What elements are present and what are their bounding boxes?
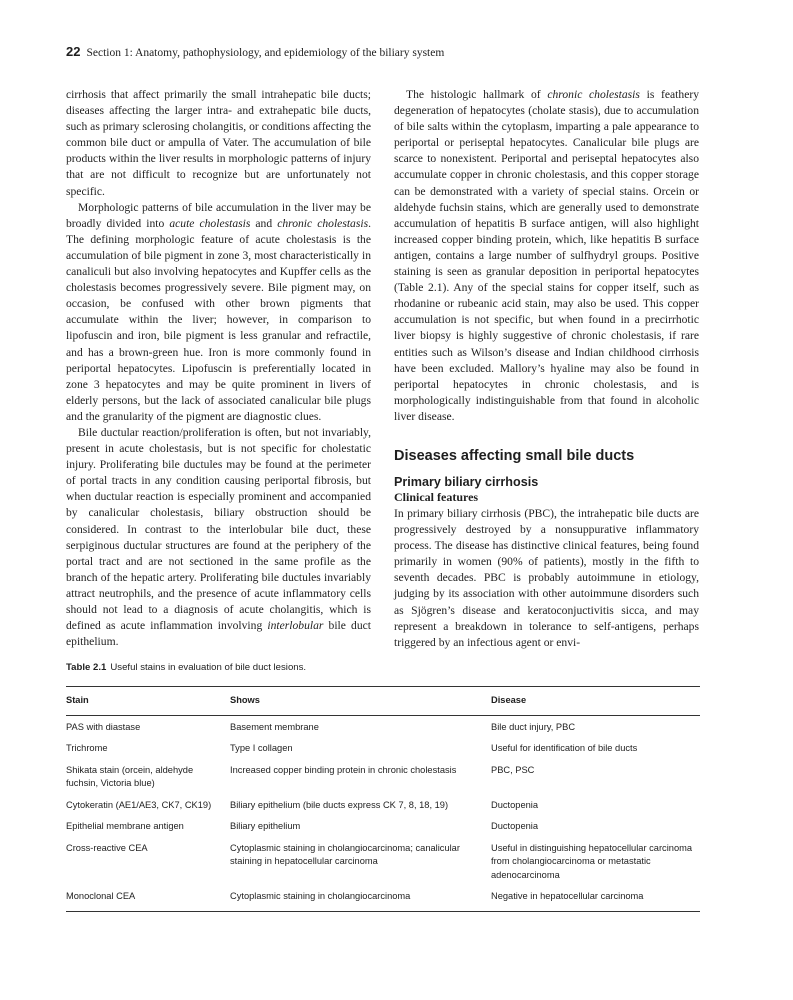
table-cell: Useful in distinguishing hepatocellular carcinoma from cholangiocarcinoma or metastatic adenocarcinoma — [491, 842, 693, 880]
subsubheading: Clinical features — [394, 489, 479, 504]
table-row — [66, 885, 700, 911]
table-cell: Biliary epithelium — [230, 821, 301, 831]
table-cell: Basement membrane — [230, 721, 319, 732]
table-header-row — [66, 687, 700, 716]
right-paragraph-1 — [394, 87, 699, 425]
table-cell: Cross-reactive CEA — [66, 842, 148, 853]
text-run: Morphologic patterns of bile accumulation in the liver may be broadly divided into — [66, 200, 371, 230]
table-cell: Bile duct injury, PBC — [491, 721, 576, 732]
table-cell: Cytoplasmic staining in cholangiocarcinoma; canalicular staining in hepatocellular carcinoma — [230, 842, 460, 866]
table-cell: Biliary epithelium (bile ducts express CK 7, 8, 18, 19) — [230, 799, 449, 810]
text-run: The histologic hallmark of — [406, 88, 548, 101]
table-cell: Ductopenia — [491, 799, 539, 810]
header-cell-stain: Stain — [66, 687, 230, 716]
table-cell: PAS with diastase — [66, 721, 141, 732]
table-row — [66, 815, 700, 837]
running-title: Section 1: Anatomy, pathophysiology, and epidemiology of the biliary system — [86, 47, 445, 59]
left-paragraph-3 — [66, 425, 371, 650]
table-cell: Cytoplasmic staining in cholangiocarcinoma — [230, 885, 491, 911]
table-body — [66, 715, 700, 911]
table-caption — [66, 662, 700, 673]
text-run: bile duct epithelium. — [66, 619, 371, 649]
stains-table-block — [66, 662, 700, 912]
left-column — [66, 87, 371, 650]
table-cell: Trichrome — [66, 743, 108, 753]
subheading: Primary biliary cirrhosis — [394, 474, 539, 489]
term-chronic-cholestasis: chronic cholestasis — [547, 88, 640, 101]
left-paragraph-2 — [66, 200, 371, 425]
table-row — [66, 737, 700, 759]
running-header — [66, 44, 444, 59]
term-acute-cholestasis: acute cholestasis — [169, 216, 251, 230]
left-paragraph-1: cirrhosis that affect primarily the small intrahepatic bile ducts; diseases affecting the larger intra- and extrahepatic bile ducts, such as primary sclerosing cholangitis, or conditions affecting the common bile duct or ampulla of Vater. The accumulation of bile products within the liver results in morphologic patterns of injury that are not difficult to recognize but are unfortunately not specific. — [66, 88, 371, 198]
table-cell: Cytokeratin (AE1/AE3, CK7, CK19) — [66, 799, 212, 810]
table-row — [66, 794, 700, 816]
text-run: is feathery degeneration of hepatocytes (cholate stasis), due to accumulation of bile salts within the cytoplasm, imparting a pale appearance to periportal or periseptal hepatocytes. Canalicular bile plugs are scarce to nonexistent. Periportal and periseptal hepatocytes also accumulate copper in chronic cholestasis, and this copper storage can be demonstrated with a variety of special stains. Orcein or aldehyde fuchsin stains, which are generally used to demonstrate accumulation of hepatitis B surface antigen, will also highlight increased copper binding protein, which, like hepatitis B surface antigen, contains a large number of sulfhydryl groups. Positive staining is seen as granular deposition in periportal hepatocytes (Table 2.1). Any of the special stains for copper itself, such as rhodanine or rubeanic acid stain, may also be used. This copper accumulation is not specific, but when found in a precirrhotic liver biopsy is highly suggestive of chronic cholestasis, if rare entities such as Wilson’s disease and Indian childhood cirrhosis have been excluded. Mallory’s hyaline may also be found in periportal hepatocytes in chronic cholestasis, and is morphologically indistinguishable from that found in alcoholic liver disease. — [394, 88, 699, 423]
page-number: 22 — [66, 44, 81, 59]
table-row — [66, 759, 700, 794]
table-cell: Type I collagen — [230, 743, 293, 753]
table-cell: PBC, PSC — [491, 764, 535, 775]
right-column — [394, 87, 699, 651]
table-header — [66, 687, 700, 716]
table-cell: Useful for identification of bile ducts — [491, 743, 638, 753]
table-cell: Shikata stain (orcein, aldehyde fuchsin, Victoria blue) — [66, 764, 194, 788]
text-run: and — [250, 216, 278, 230]
term-chronic-cholestasis: chronic cholestasis — [277, 216, 369, 230]
table-cell: Increased copper binding protein in chronic cholestasis — [230, 764, 457, 775]
text-run: . The defining morphologic feature of acute cholestasis is the accumulation of bile pigment in zone 3, most characteristically in canaliculi but also involving hepatocytes and Kupffer cells as the cholestasis becomes progressively severe. Bile pigment may, on occasion, be confused with other brown pigments that accumulate within the liver; however, in comparison to lipofuscin and iron, bile pigment is less granular and refractile, and has a brown-green hue. Iron is more commonly found in periportal hepatocytes. Lipofuscin is preferentially located in zone 3 hepatocytes and may be quite prominent in livers of elderly persons, but the lack of associated canalicular bile plugs and the granularity of the pigment are diagnostic clues. — [66, 216, 371, 423]
table-cell: Negative in hepatocellular carcinoma — [491, 885, 700, 911]
term-interlobular: interlobular — [267, 619, 324, 633]
header-cell-shows: Shows — [230, 687, 491, 716]
table-row — [66, 715, 700, 737]
stains-table — [66, 686, 700, 912]
table-label: Table 2.1 — [66, 662, 107, 673]
table-caption-text: Useful stains in evaluation of bile duct lesions. — [110, 662, 307, 673]
text-run: Bile ductular reaction/proliferation is often, but not invariably, present in acute cholestasis, but is not specific for cholestatic injury. Proliferating bile ductules may be found at the perimeter of portal tracts in any condition causing periportal fibrosis, but when ductular reaction is especially prominent and accompanied by canalicular cholestasis, biliary obstruction should be considered. In contrast to the interlobular bile duct, these serpiginous ductular structures are found at the periphery of the portal tract and are not sectioned in the same profile as the branch of the hepatic artery. Proliferating bile ductules invariably attract neutrophils, and the presence of acute inflammatory cells should not lead to a diagnosis of acute cholangitis, which is defined as acute inflammation involving — [66, 425, 371, 633]
table-cell: Ductopenia — [491, 821, 539, 831]
header-cell-disease: Disease — [491, 687, 700, 716]
section-heading: Diseases affecting small bile ducts — [394, 447, 635, 464]
table-cell: Epithelial membrane antigen — [66, 821, 184, 831]
table-cell: Monoclonal CEA — [66, 885, 230, 911]
table-row — [66, 837, 700, 886]
right-paragraph-2: In primary biliary cirrhosis (PBC), the intrahepatic bile ducts are progressively destroyed by a nonsuppurative inflammatory process. The disease has distinctive clinical features, being found primarily in women (90% of patients), mostly in the fifth to seventh decades. PBC is probably autoimmune in etiology, judging by its association with other autoimmune disorders such as Sjögren’s disease and keratoconjuctivitis sicca, and may represent a breakdown in tolerance to self-antigens, perhaps triggered by an infectious agent or envi- — [394, 506, 699, 649]
